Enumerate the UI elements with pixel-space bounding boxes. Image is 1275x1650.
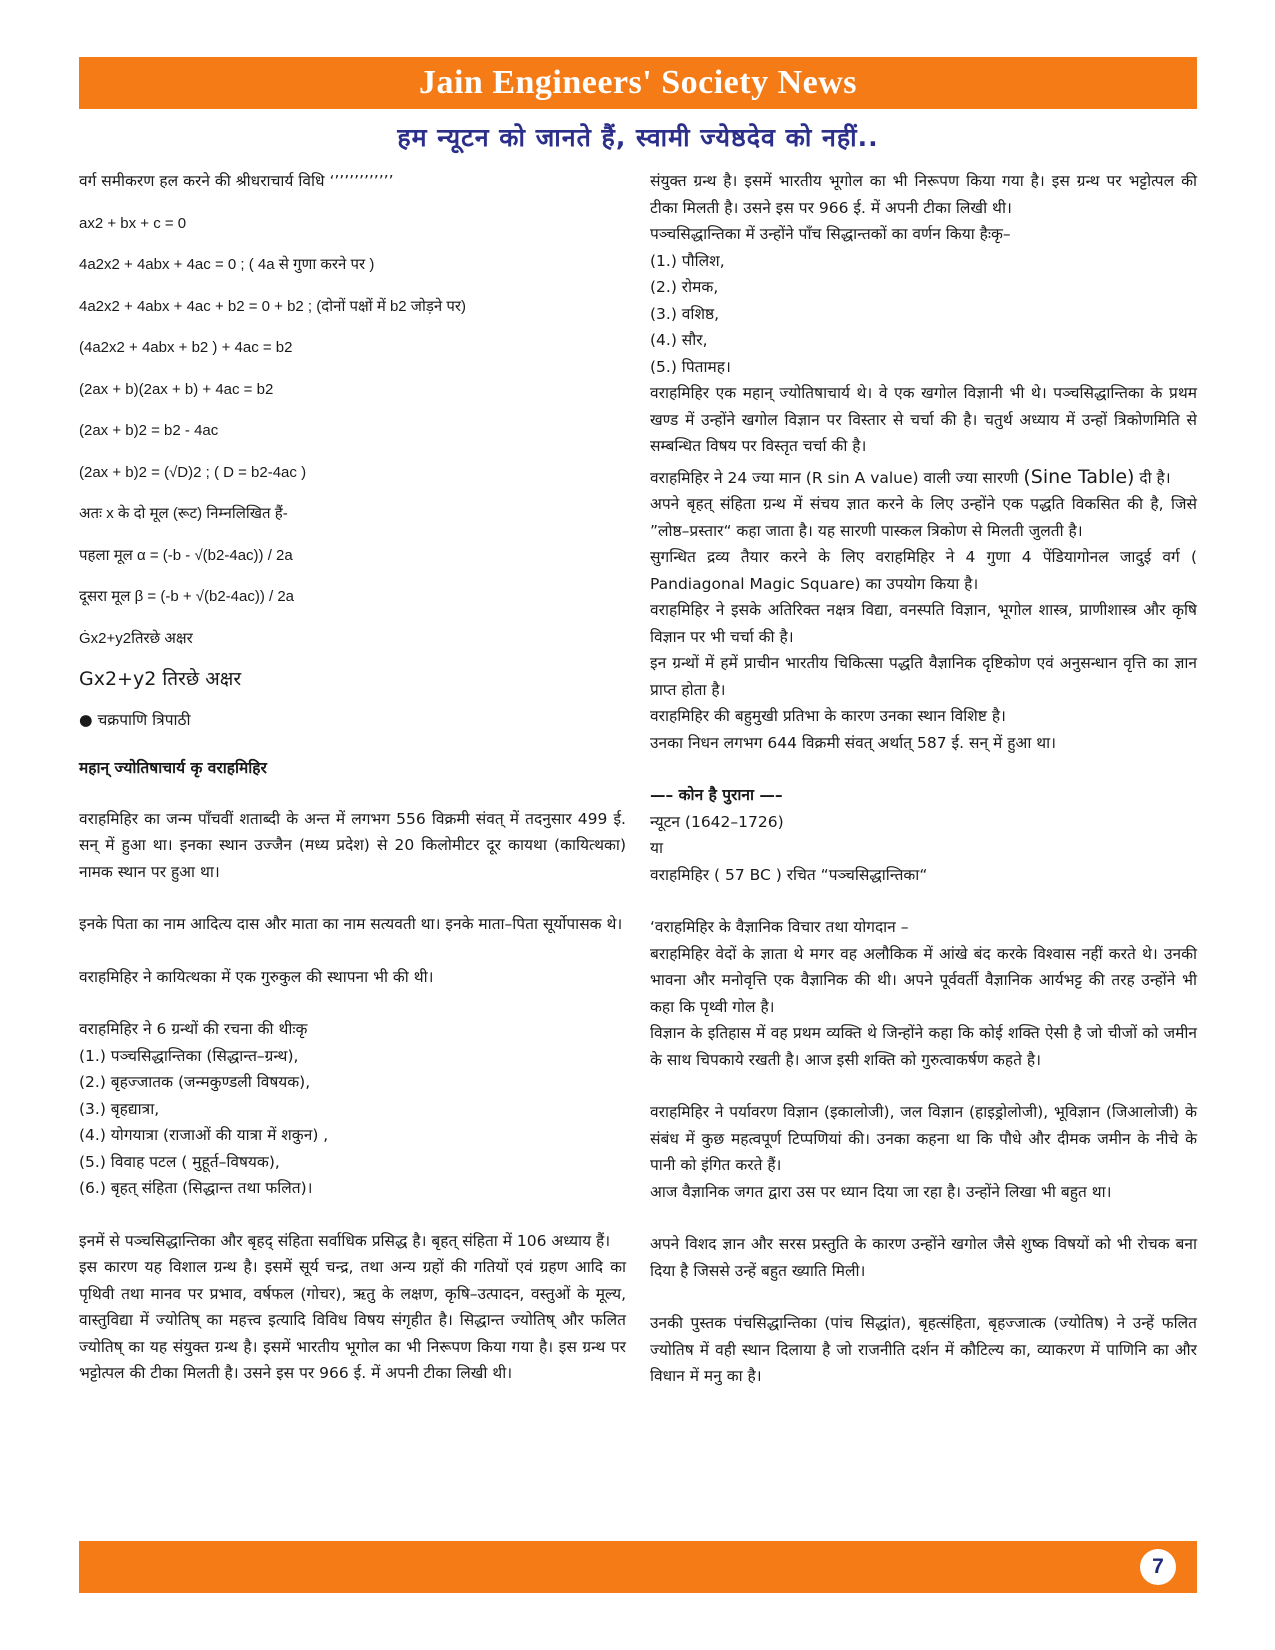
sine-table-label: (Sine Table) — [1023, 465, 1135, 488]
paragraph: संयुक्त ग्रन्थ है। इसमें भारतीय भूगोल का भी निरूपण किया गया है। इस ग्रन्थ पर भट्टोत्पल की टीका मिलती है। उसने इस पर 966 ई. में अपनी टीका लिखी थी। — [650, 172, 1197, 217]
comparison-title: —– कोन है पुराना —– — [650, 786, 783, 804]
paragraph: आज वैज्ञानिक जगत द्वारा उस पर ध्यान दिया जा रहा है। उन्होंने लिखा भी बहुत था। — [650, 1182, 1112, 1201]
works-item: (2.) बृहज्जातक (जन्मकुण्डली विषयक), — [79, 1073, 311, 1091]
section-title: महान् ज्योतिषाचार्य कृ वराहमिहिर — [79, 759, 267, 777]
comparison-newton: न्यूटन (1642–1726) — [650, 812, 784, 831]
footer-banner — [79, 1541, 1197, 1593]
siddhanta-item: (1.) पौलिश, — [650, 251, 725, 270]
paragraph: इस कारण यह विशाल ग्रन्थ है। इसमें सूर्य चन्द्र, तथा अन्य ग्रहों की गतियों एवं ग्रहण आदि का पृथिवी तथा मानव पर प्रभाव, वर्षफल (गोचर), ऋतु के लक्षण, कृषि–उत्पादन, वस्तुओं के मूल्य, वास्तुविद्या में ज्योतिष् का महत्त्व इत्यादि विविध विषय संगृहीत है। सिद्धान्त ज्योतिष् और फलित ज्योतिष् का यह संयुक्त ग्रन्थ है। इसमें भारतीय भूगोल का भी निरूपण किया गया है। इस ग्रन्थ पर भट्टोत्पल की टीका मिलती है। उसने इस पर 966 ई. में अपनी टीका लिखी थी। — [79, 1258, 626, 1382]
works-item: (4.) योगयात्रा (राजाओं की यात्रा में शकुन) , — [79, 1126, 329, 1144]
paragraph: वराहमिहिर की बहुमुखी प्रतिभा के कारण उनका स्थान विशिष्ट है। — [650, 707, 1006, 725]
paragraph: इनके पिता का नाम आदित्य दास और माता का नाम सत्यवती था। इनके माता–पिता सूर्योपासक थे। — [79, 915, 623, 933]
paragraph: वराहमिहिर ने इसके अतिरिक्त नक्षत्र विद्या, वनस्पति विज्ञान, भूगोल शास्त्र, प्राणीशास्त्र और कृषि विज्ञान पर भी चर्चा की है। — [650, 601, 1197, 646]
formula-intro: वर्ग समीकरण हल करने की श्रीधराचार्य विधि ‘’’’’’’’’’’’’ — [79, 172, 394, 190]
paragraph: उनकी पुस्तक पंचसिद्धान्तिका (पांच सिद्धांत), बृहत्संहिता, बृहज्जात्क (ज्योतिष) ने उन्हें फलित ज्योतिष में वही स्थान दिलाया है जो राजनीति दर्शन में कौटिल्य का, व्याकरण में पाणिनि का और विधान में मनु का है। — [650, 1314, 1197, 1385]
equation-line: 4a2x2 + 4abx + 4ac + b2 = 0 + b2 ; (दोनों पक्षों में b2 जोड़ने पर) — [79, 297, 466, 315]
equation-line: पहला मूल α = (-b - √(b2-4ac)) / 2a — [79, 546, 293, 564]
paragraph: वराहमिहिर का जन्म पाँचवीं शताब्दी के अन्त में लगभग 556 विक्रमी संवत् में तदनुसार 499 ई. सन् में हुआ था। इनका स्थान उज्जैन (मध्य प्रदेश) से 20 किलोमीटर दूर कायथा (कायित्थका) नामक स्थान पर हुआ था। — [79, 809, 626, 881]
equation-line: अतः x के दो मूल (रूट) निम्नलिखित हैं- — [79, 505, 288, 522]
works-item: (3.) बृहद्यात्रा, — [79, 1099, 160, 1118]
works-item: (5.) विवाह पटल ( मुहूर्त–विषयक), — [79, 1152, 280, 1171]
paragraph: उनका निधन लगभग 644 विक्रमी संवत् अर्थात् 587 ई. सन् में हुआ था। — [650, 733, 1057, 752]
paragraph: बराहमिहिर वेदों के ज्ञाता थे मगर वह अलौकिक में आंखे बंद करके विश्वास नहीं करते थे। उनकी भावना और मनोवृत्ति एक वैज्ञानिक की थी। अपने पूर्ववर्ती वैज्ञानिक आर्यभट्ट की तरह उन्होंने भी कहा कि पृथ्वी गोल है। — [650, 944, 1197, 1016]
paragraph: अपने बृहत् संहिता ग्रन्थ में संचय ज्ञात करने के लिए उन्होंने एक पद्धति विकसित की है, जिसे ”लोष्ठ–प्रस्तार“ कहा जाता है। यह सारणी पास्कल त्रिकोण से मिलती जुलती है। — [650, 495, 1197, 540]
siddhanta-item: (2.) रोमक, — [650, 278, 719, 296]
comparison-or: या — [650, 839, 664, 857]
page-number: 7 — [1140, 1549, 1176, 1585]
sine-table-text: वराहमिहिर ने 24 ज्या मान (R sin A value) वाली ज्या सारणी — [650, 468, 1024, 487]
equation-line: (2ax + b)2 = b2 - 4ac — [79, 422, 219, 439]
siddhanta-item: (3.) वशिष्ठ, — [650, 304, 720, 323]
works-intro: वराहमिहिर ने 6 ग्रन्थों की रचना की थीःकृ — [79, 1020, 308, 1038]
paragraph: वराहमिहिर ने कायित्थका में एक गुरुकुल की स्थापना भी की थी। — [79, 967, 434, 986]
equation-line: दूसरा मूल β = (-b + √(b2-4ac)) / 2a — [79, 588, 295, 605]
equation-line: ax2 + bx + c = 0 — [79, 214, 187, 232]
paragraph — [650, 464, 1197, 492]
italic-note: Gx2+y2 तिरछे अक्षर — [79, 668, 242, 690]
sine-table-end: दी है। — [1134, 468, 1171, 487]
paragraph: अपने विशद ज्ञान और सरस प्रस्तुति के कारण उन्होंने खगोल जैसे शुष्क विषयों को भी रोचक बना दिया है जिससे उन्हें बहुत ख्याति मिली। — [650, 1235, 1197, 1280]
header-banner — [79, 57, 1197, 109]
siddhanta-item: (5.) पितामह। — [650, 357, 731, 376]
paragraph: सुगन्धित द्रव्य तैयार करने के लिए वराहमिहिर ने 4 गुणा 4 पेंडियागोनल जादुई वर्ग ( Pandiagonal Magic Square) का उपयोग किया है। — [650, 548, 1197, 593]
works-item: (1.) पञ्चसिद्धान्तिका (सिद्धान्त–ग्रन्थ), — [79, 1046, 299, 1065]
equation-line: 4a2x2 + 4abx + 4ac = 0 ; ( 4a से गुणा करने पर ) — [79, 256, 375, 273]
left-column — [79, 168, 626, 1387]
article-headline: हम न्यूटन को जानते हैं, स्वामी ज्येष्ठदेव को नहीं.. — [397, 123, 879, 152]
paragraph: विज्ञान के इतिहास में वह प्रथम व्यक्ति थे जिन्होंने कहा कि कोई शक्ति ऐसी है जो चीजों को जमीन के साथ चिपकाये रखती है। आज इसी शक्ति को गुरुत्वाकर्षण कहते है। — [650, 1024, 1197, 1069]
paragraph: इनमें से पञ्चसिद्धान्तिका और बृहद् संहिता सर्वाधिक प्रसिद्ध है। बृहत् संहिता में 106 अध्याय हैं। — [79, 1231, 611, 1250]
contribution-title: ‘वराहमिहिर के वैज्ञानिक विचार तथा योगदान – — [650, 918, 909, 936]
right-column — [650, 168, 1197, 1390]
siddhanta-item: (4.) सौर, — [650, 331, 708, 349]
author-byline: ● चक्रपाणि त्रिपाठी — [79, 710, 191, 729]
paragraph: वराहमिहिर एक महान् ज्योतिषाचार्य थे। वे एक खगोल विज्ञानी भी थे। पञ्चसिद्धान्तिका के प्रथम खण्ड में उन्होंने खगोल विज्ञान पर विस्तार से चर्चा की है। चतुर्थ अध्याय में उन्हों त्रिकोणमिति से सम्बन्धित विषय पर विस्तृत चर्चा की है। — [650, 384, 1197, 455]
equation-line: Ġx2+y2तिरछे अक्षर — [79, 629, 193, 647]
equation-line: (4a2x2 + 4abx + b2 ) + 4ac = b2 — [79, 339, 293, 356]
paragraph: इन ग्रन्थों में हमें प्राचीन भारतीय चिकित्सा पद्धति वैज्ञानिक दृष्टिकोण एवं अनुसन्धान वृत्ति का ज्ञान प्राप्त होता है। — [650, 654, 1197, 699]
newsletter-title: Jain Engineers' Society News — [418, 64, 858, 101]
paragraph: वराहमिहिर ने पर्यावरण विज्ञान (इकालोजी), जल विज्ञान (हाइड्रोलोजी), भूविज्ञान (जिआलोजी) के संबंध में कुछ महत्वपूर्ण टिप्पणियां की। उनका कहना था कि पौधे और दीमक जमीन के नीचे के पानी को इंगित करते हैं। — [650, 1103, 1197, 1174]
works-item: (6.) बृहत् संहिता (सिद्धान्त तथा फलित)। — [79, 1179, 313, 1197]
equation-line: (2ax + b)(2ax + b) + 4ac = b2 — [79, 380, 274, 398]
comparison-varahamihira: वराहमिहिर ( 57 BC ) रचित “पञ्चसिद्धान्तिका“ — [650, 865, 928, 884]
equation-line: (2ax + b)2 = (√D)2 ; ( D = b2-4ac ) — [79, 463, 307, 481]
siddhanta-intro: पञ्चसिद्धान्तिका में उन्होंने पाँच सिद्धान्तकों का वर्णन किया हैःकृ– — [650, 225, 1011, 243]
